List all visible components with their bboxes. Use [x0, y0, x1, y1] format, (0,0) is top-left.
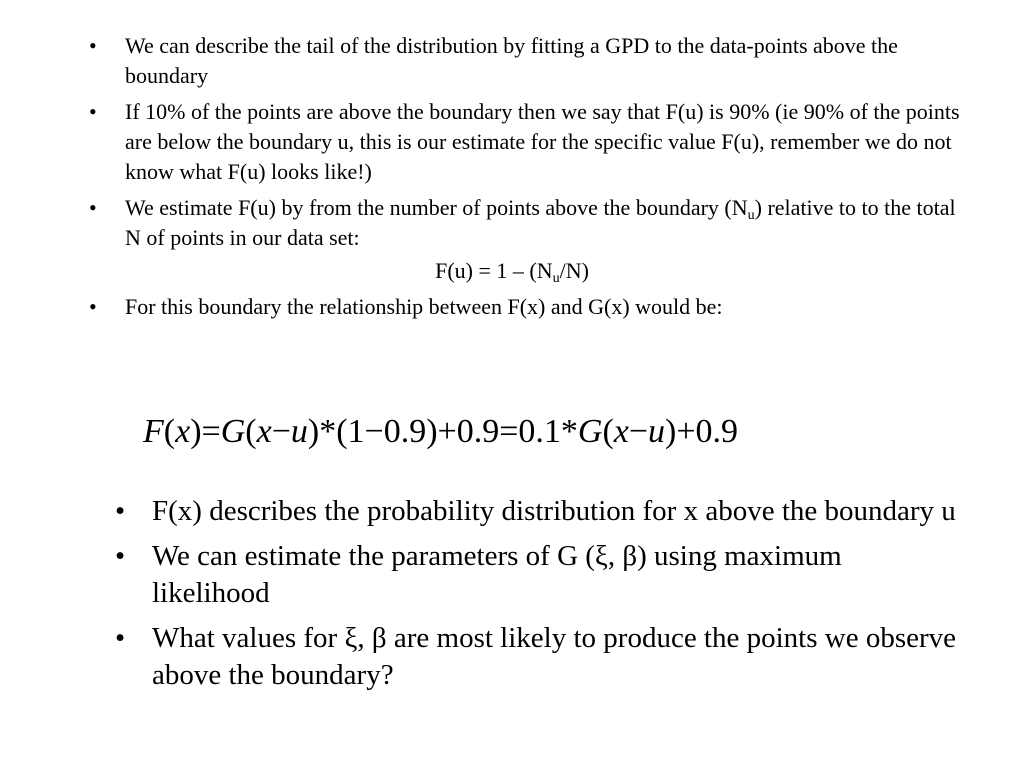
formula-symbol: F [143, 413, 164, 450]
bullet-what-values [0, 620, 1024, 694]
formula-symbol: x [175, 413, 191, 450]
lower-bullet-list [0, 493, 1024, 702]
formula-text: +0.9 [676, 413, 739, 450]
formula-symbol: G [577, 413, 603, 450]
main-formula: F(x)=G(x−u)*(1−0.9)+0.9=0.1*G(x−u)+0.9 [143, 413, 739, 450]
formula-symbol: x [256, 413, 272, 450]
formula-symbol: G [220, 413, 246, 450]
subscript: u [552, 271, 560, 286]
bullet-estimate-fu [0, 193, 1024, 253]
bullet-text: F(x) describes the probability distribution for x above the boundary u [152, 495, 956, 527]
bullet-text: We estimate F(u) by from the number of points above the boundary (N [125, 195, 748, 220]
inline-formula [0, 256, 1024, 286]
formula-symbol: u [290, 413, 308, 450]
bullet-gpd-fit [0, 31, 1024, 91]
bullet-text: We can describe the tail of the distribution by fitting a GPD to the data-points above the boundary [125, 33, 898, 88]
upper-bullet-list [0, 31, 1024, 328]
formula-text: /N) [559, 258, 589, 283]
bullet-text: For this boundary the relationship between F(x) and G(x) would be: [125, 294, 723, 319]
bullet-text: What values for ξ, β are most likely to produce the points we observe above the boundary? [152, 622, 957, 691]
bullet-text: We can estimate the parameters of G (ξ, β) using maximum likelihood [152, 540, 842, 609]
formula-symbol: u [648, 413, 666, 450]
formula-symbol: x [613, 413, 629, 450]
bullet-text: ) relative to to the total N of points in our data set: [125, 195, 956, 250]
bullet-relationship [0, 292, 1024, 322]
subscript: u [747, 208, 755, 223]
bullet-ten-percent [0, 97, 1024, 187]
bullet-text: If 10% of the points are above the boundary then we say that F(u) is 90% (ie 90% of the points are below the boundary u, this is our estimate for the specific value F(u), remember we do not know what F(u) looks like!) [125, 99, 960, 184]
bullet-fx-describes [0, 493, 1024, 530]
formula-text: *(1−0.9)+0.9=0.1* [319, 413, 578, 450]
formula-text: F(u) = 1 – (N [435, 258, 553, 283]
bullet-estimate-params [0, 538, 1024, 612]
